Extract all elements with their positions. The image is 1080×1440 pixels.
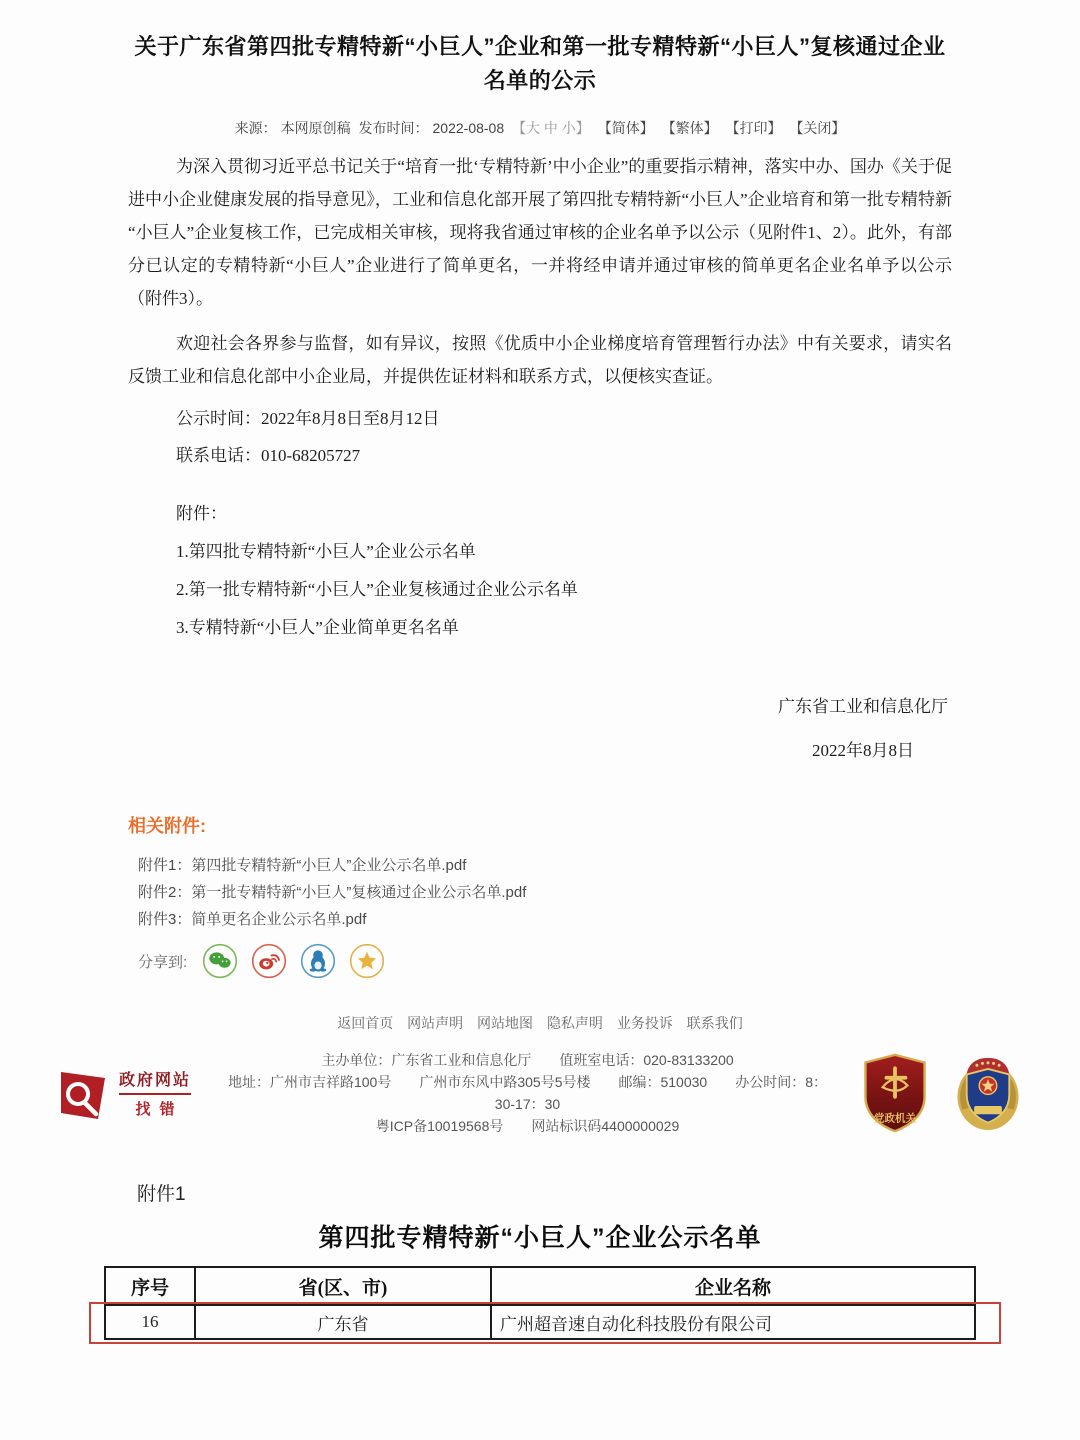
related-file-name: 简单更名企业公示名单.pdf bbox=[191, 911, 367, 928]
paragraph-2: 欢迎社会各界参与监督，如有异议，按照《优质中小企业梯度培育管理暂行办法》中有关要求，请实名反馈工业和信息化部中小企业局，并提供佐证材料和联系方式，以便核实查证。 bbox=[128, 334, 952, 386]
qzone-share-icon[interactable] bbox=[349, 943, 385, 979]
source-label: 来源： bbox=[234, 120, 277, 136]
print-button[interactable]: 【打印】 bbox=[725, 120, 782, 136]
cell-province: 广东省 bbox=[195, 1305, 491, 1339]
share-label: 分享到: bbox=[138, 953, 188, 971]
related-attachments bbox=[0, 812, 1080, 979]
error-logo-line1: 政府网站 bbox=[119, 1072, 192, 1089]
nav-statement-link[interactable]: 网站声明 bbox=[407, 1015, 464, 1031]
related-file-label: 附件3： bbox=[138, 911, 192, 928]
svg-text:党政机关: 党政机关 bbox=[874, 1113, 916, 1125]
footer-host-line: 主办单位：广东省工业和信息化厅 值班室电话：020-83133200 bbox=[321, 1052, 734, 1068]
error-finder-magnifier-icon bbox=[55, 1063, 113, 1123]
nav-privacy-link[interactable]: 隐私声明 bbox=[546, 1015, 603, 1031]
font-size-control[interactable]: 【大 中 小】 bbox=[512, 120, 590, 136]
attachment-item-3: 3.专精特新“小巨人”企业简单更名名单 bbox=[176, 618, 459, 637]
source-value: 本网原创稿 bbox=[280, 120, 351, 136]
cell-seq: 16 bbox=[105, 1305, 195, 1339]
company-list-table bbox=[104, 1266, 976, 1340]
error-logo-line2: 找错 bbox=[135, 1101, 184, 1118]
related-attachments-heading: 相关附件: bbox=[128, 816, 206, 836]
related-file-name: 第四批专精特新“小巨人”企业公示名单.pdf bbox=[191, 857, 467, 874]
signature-date: 2022年8月8日 bbox=[812, 741, 914, 760]
publish-date: 2022-08-08 bbox=[432, 120, 505, 136]
wechat-share-icon[interactable] bbox=[202, 943, 238, 979]
preview-attachment-label: 附件1 bbox=[137, 1184, 186, 1205]
notice-time: 公示时间：2022年8月8日至8月12日 bbox=[176, 409, 440, 428]
police-emblem-badge[interactable] bbox=[951, 1053, 1025, 1133]
col-header-province: 省(区、市) bbox=[195, 1267, 491, 1305]
error-logo-divider bbox=[119, 1093, 191, 1095]
weibo-share-icon[interactable] bbox=[251, 943, 287, 979]
related-file-label: 附件2： bbox=[138, 884, 192, 901]
footer-address-line: 地址：广州市吉祥路100号 广州市东风中路305号5号楼 邮编：510030 办公时间：8：30-17：30 bbox=[227, 1074, 827, 1112]
nav-sitemap-link[interactable]: 网站地图 bbox=[477, 1015, 534, 1031]
page-title: 关于广东省第四批专精特新“小巨人”企业和第一批专精特新“小巨人”复核通过企业名单的公示 bbox=[134, 34, 946, 93]
signature-org: 广东省工业和信息化厅 bbox=[778, 697, 948, 716]
signature-block bbox=[128, 692, 952, 766]
related-file-name: 第一批专精特新“小巨人”复核通过企业公示名单.pdf bbox=[191, 884, 527, 901]
site-error-report-logo[interactable] bbox=[55, 1063, 220, 1123]
article-meta bbox=[128, 118, 952, 138]
attachments-list bbox=[128, 498, 952, 644]
article bbox=[0, 30, 1080, 766]
col-header-seq: 序号 bbox=[105, 1267, 195, 1305]
nav-home-link[interactable]: 返回首页 bbox=[337, 1015, 394, 1031]
qq-share-icon[interactable] bbox=[300, 943, 336, 979]
simplified-button[interactable]: 【简体】 bbox=[597, 120, 654, 136]
share-row bbox=[128, 943, 952, 979]
publish-label: 发布时间： bbox=[358, 120, 429, 136]
col-header-company: 企业名称 bbox=[491, 1267, 975, 1305]
traditional-button[interactable]: 【繁体】 bbox=[661, 120, 718, 136]
related-file-link-1[interactable] bbox=[138, 852, 952, 879]
related-file-link-2[interactable] bbox=[138, 879, 952, 906]
cell-company: 广州超音速自动化科技股份有限公司 bbox=[491, 1305, 975, 1339]
site-footer bbox=[0, 1013, 1080, 1137]
footer-info bbox=[220, 1049, 835, 1137]
preview-table-title: 第四批专精特新“小巨人”企业公示名单 bbox=[318, 1224, 762, 1252]
footer-nav bbox=[0, 1013, 1080, 1033]
footer-icp-line: 粤ICP备10019568号 网站标识码4400000029 bbox=[375, 1118, 680, 1134]
nav-complaint-link[interactable]: 业务投诉 bbox=[616, 1015, 673, 1031]
table-header-row bbox=[105, 1267, 975, 1305]
attachment-preview bbox=[0, 1179, 1080, 1340]
attachment-item-2: 2.第一批专精特新“小巨人”企业复核通过企业公示名单 bbox=[176, 580, 578, 599]
close-button[interactable]: 【关闭】 bbox=[789, 120, 846, 136]
paragraph-1: 为深入贯彻习近平总书记关于“培育一批‘专精特新’中小企业”的重要指示精神，落实中办、国办《关于促进中小企业健康发展的指导意见》，工业和信息化部开展了第四批专精特新“小巨人”企业培育和第一批专精特新“小巨人”企业复核工作，已完成相关审核，现将我省通过审核的企业名单予以公示（见附件1、2）。此外，有部分已认定的专精特新“小巨人”企业进行了简单更名，一并将经申请并通过审核的简单更名企业名单予以公示（附件3）。 bbox=[128, 157, 952, 308]
attachment-item-1: 1.第四批专精特新“小巨人”企业公示名单 bbox=[176, 542, 476, 561]
contact-phone: 联系电话：010-68205727 bbox=[176, 446, 361, 465]
table-row bbox=[105, 1305, 975, 1339]
party-government-badge[interactable] bbox=[861, 1053, 929, 1133]
related-file-link-3[interactable] bbox=[138, 906, 952, 933]
nav-contact-link[interactable]: 联系我们 bbox=[686, 1015, 743, 1031]
related-file-label: 附件1： bbox=[138, 857, 192, 874]
attachments-label: 附件： bbox=[176, 504, 227, 523]
